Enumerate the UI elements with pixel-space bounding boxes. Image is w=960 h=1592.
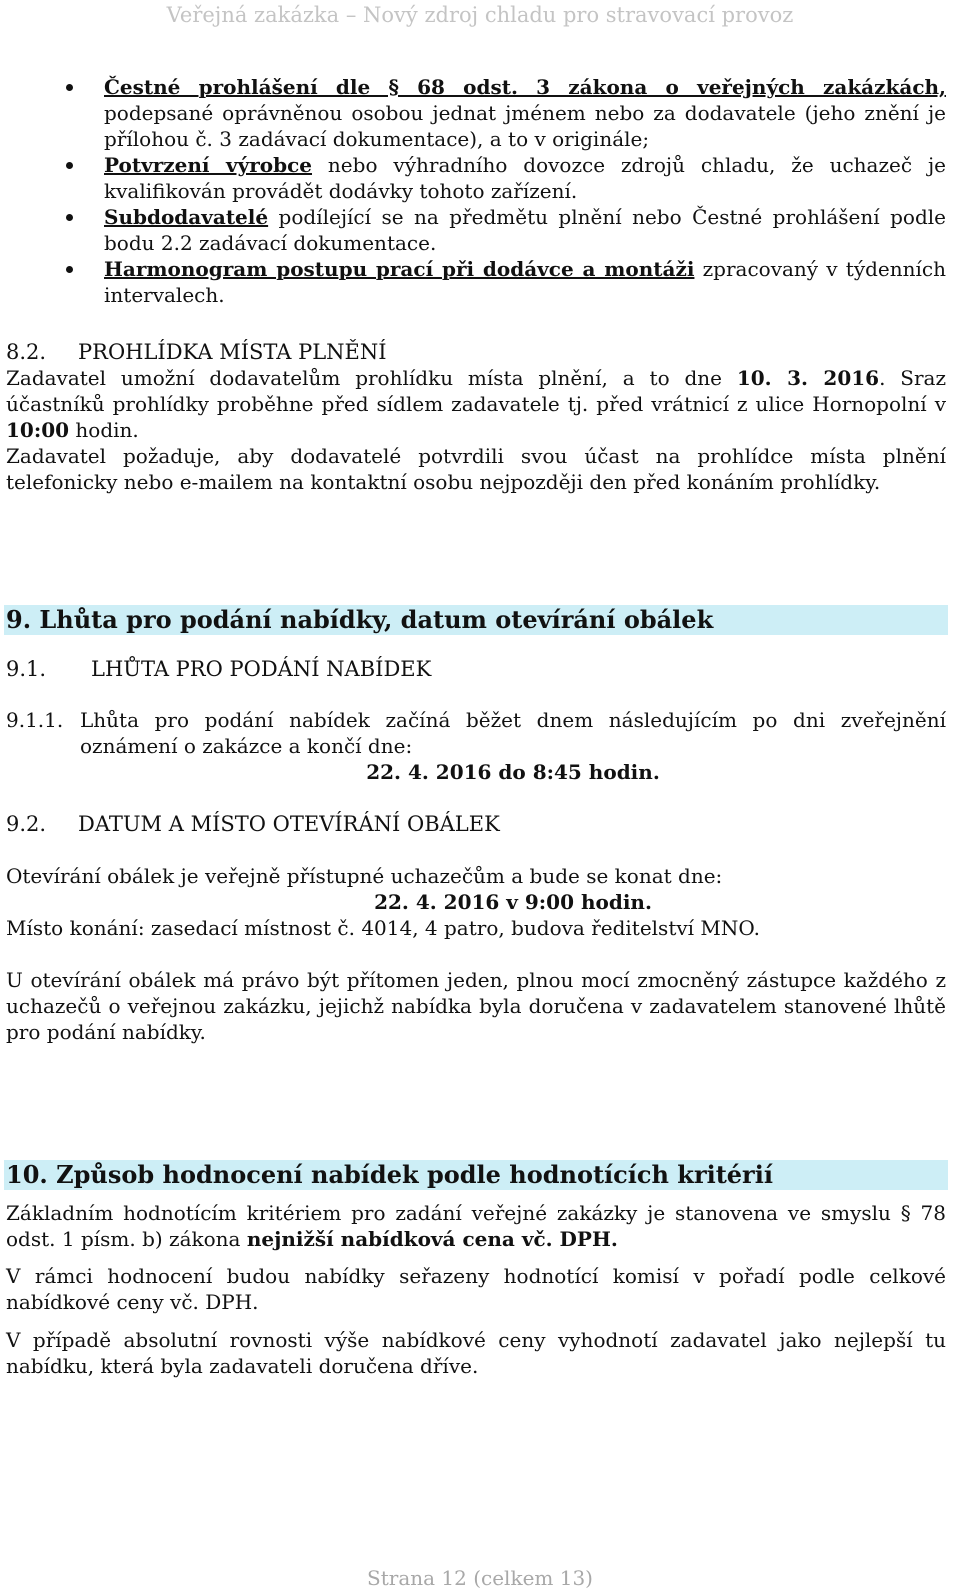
section-9-1-title: 9.1. LHŮTA PRO PODÁNÍ NABÍDEK bbox=[6, 657, 432, 681]
bullet-icon bbox=[66, 214, 73, 221]
bullet-icon bbox=[66, 266, 73, 273]
section-10-paragraph-1: Základním hodnotícím kritériem pro zadání veřejné zakázky je stanovena ve smyslu § 78 odst. 1 písm. b) zákona nejnižší nabídková cena vč. DPH. bbox=[6, 1201, 946, 1251]
submission-deadline: 22. 4. 2016 do 8:45 hodin. bbox=[366, 760, 660, 784]
section-10-heading: 10. Způsob hodnocení nabídek podle hodnotících kritérií bbox=[6, 1160, 773, 1189]
list-item: Potvrzení výrobce nebo výhradního dovozce zdrojů chladu, že uchazeč je kvalifikován provádět dodávky tohoto zařízení. bbox=[0, 152, 946, 204]
section-9-2-title: 9.2. DATUM A MÍSTO OTEVÍRÁNÍ OBÁLEK bbox=[6, 812, 500, 836]
opening-place: Místo konání: zasedací místnost č. 4014, 4 patro, budova ředitelství MNO. bbox=[6, 916, 760, 940]
requirements-list bbox=[0, 74, 946, 308]
opening-text: Otevírání obálek je veřejně přístupné uchazečům a bude se konat dne: bbox=[6, 864, 723, 888]
section-9-heading: 9. Lhůta pro podání nabídky, datum otevírání obálek bbox=[6, 605, 714, 634]
section-8-2-paragraph-2: Zadavatel požaduje, aby dodavatelé potvrdili svou účast na prohlídce místa plnění telefonicky nebo e-mailem na kontaktní osobu nejpozději den před konáním prohlídky. bbox=[6, 444, 946, 494]
section-9-1-1-text: Lhůta pro podání nabídek začíná běžet dnem následujícím po dni zveřejnění oznámení o zakázce a končí dne: bbox=[80, 708, 946, 758]
bullet-icon bbox=[66, 84, 73, 91]
list-item: Harmonogram postupu prací při dodávce a montáži zpracovaný v týdenních intervalech. bbox=[0, 256, 946, 308]
section-8-2-title: 8.2. PROHLÍDKA MÍSTA PLNĚNÍ bbox=[6, 340, 387, 364]
list-item: Subdodavatelé podílející se na předmětu plnění nebo Čestné prohlášení podle bodu 2.2 zadávací dokumentace. bbox=[0, 204, 946, 256]
section-8-2-paragraph: Zadavatel umožní dodavatelům prohlídku místa plnění, a to dne 10. 3. 2016. Sraz účastníků prohlídky proběhne před sídlem zadavatele tj. před vrátnicí z ulice Hornopolní v 10:00 hodin. bbox=[6, 366, 947, 442]
section-10-paragraph-3: V případě absolutní rovnosti výše nabídkové ceny vyhodnotí zadavatel jako nejlepší tu nabídku, která byla zadavateli doručena dříve. bbox=[6, 1328, 946, 1378]
section-10-paragraph-2: V rámci hodnocení budou nabídky seřazeny hodnotící komisí v pořadí podle celkové nabídkové ceny vč. DPH. bbox=[6, 1264, 946, 1314]
page-footer: Strana 12 (celkem 13) bbox=[367, 1566, 593, 1590]
list-item: Čestné prohlášení dle § 68 odst. 3 zákona o veřejných zakázkách, podepsané oprávněnou osobou jednat jménem nebo za dodavatele (jeho znění je přílohou č. 3 zadávací dokumentace), a to v originále; bbox=[0, 74, 946, 152]
page-header: Veřejná zakázka – Nový zdroj chladu pro stravovací provoz bbox=[166, 3, 794, 27]
section-9-1-1-number: 9.1.1. bbox=[6, 708, 64, 732]
opening-attendance: U otevírání obálek má právo být přítomen jeden, plnou mocí zmocněný zástupce každého z uchazečů o veřejnou zakázku, jejichž nabídka byla doručena v zadavatelem stanovené lhůtě pro podání nabídky. bbox=[6, 968, 946, 1044]
bullet-icon bbox=[66, 162, 73, 169]
opening-date: 22. 4. 2016 v 9:00 hodin. bbox=[374, 890, 652, 914]
